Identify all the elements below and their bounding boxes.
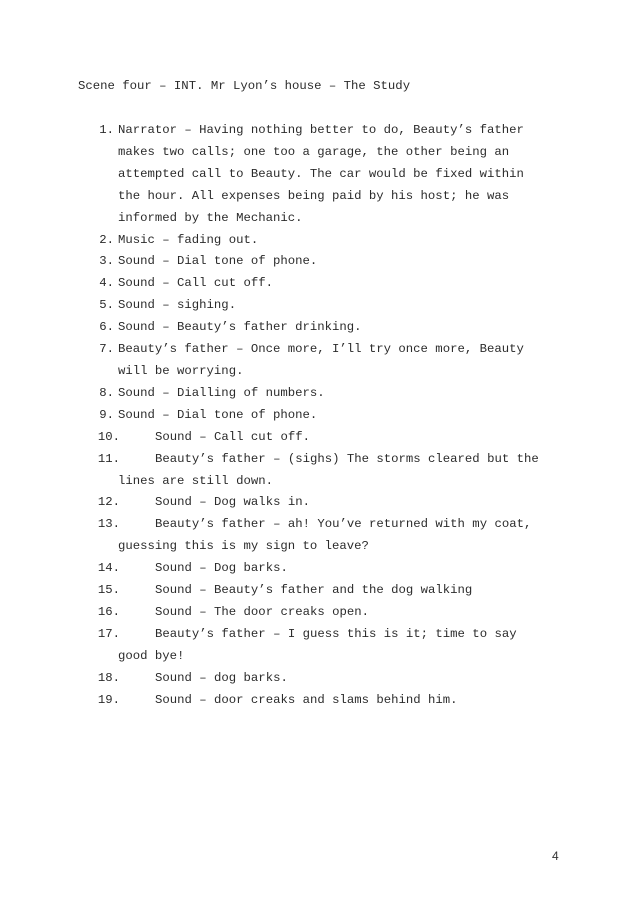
item-text-line: the hour. All expenses being paid by his host; he was (118, 188, 510, 203)
item-number: 6. (99, 320, 114, 335)
script-line-item (78, 230, 568, 252)
script-line-item (78, 295, 568, 317)
item-text-line: Sound – Dialling of numbers. (118, 385, 325, 400)
item-text-line: Sound – Beauty’s father drinking. (118, 320, 362, 335)
item-number: 4. (99, 276, 114, 291)
item-number: 16. (97, 604, 120, 619)
scene-heading: Scene four – INT. Mr Lyon’s house – The Study (78, 79, 411, 93)
script-line-item (78, 492, 568, 514)
script-line-item (78, 120, 568, 230)
item-number: 18. (97, 670, 120, 685)
item-text-line: Sound – Call cut off. (155, 429, 310, 444)
item-number: 1. (99, 123, 114, 137)
script-list (78, 120, 568, 711)
item-text-line: will be worrying. (118, 363, 244, 378)
script-line-item (78, 580, 568, 602)
item-text-line: Beauty’s father – Once more, I’ll try once more, Beauty (118, 342, 524, 357)
item-number: 19. (97, 692, 120, 707)
script-line-item (78, 251, 568, 273)
item-text-line: guessing this is my sign to leave? (118, 539, 369, 554)
item-text-line: informed by the Mechanic. (118, 210, 303, 225)
item-number: 2. (99, 232, 114, 247)
item-text-line: Beauty’s father – (sighs) The storms cleared but the (155, 451, 539, 466)
script-line-item (78, 317, 568, 339)
item-text-line: Narrator – Having nothing better to do, Beauty’s father (118, 123, 524, 137)
item-number: 5. (99, 298, 114, 313)
script-line-item (78, 405, 568, 427)
item-number: 12. (97, 495, 120, 510)
item-number: 13. (97, 517, 120, 532)
item-text-line: lines are still down. (118, 473, 273, 488)
item-text-line: Sound – door creaks and slams behind him. (155, 692, 458, 707)
item-text-line: attempted call to Beauty. The car would be fixed within (118, 166, 524, 181)
script-line-item (78, 383, 568, 405)
script-line-item (78, 624, 568, 668)
item-text-line: makes two calls; one too a garage, the other being an (118, 144, 510, 159)
item-number: 9. (99, 407, 114, 422)
script-line-item (78, 558, 568, 580)
item-number: 11. (97, 451, 120, 466)
script-line-item (78, 273, 568, 295)
script-line-item (78, 690, 568, 712)
item-text-line: Music – fading out. (118, 232, 259, 247)
script-line-item (78, 602, 568, 624)
item-text-line: Sound – Dog walks in. (155, 495, 310, 510)
script-line-item (78, 339, 568, 383)
item-number: 14. (97, 561, 120, 576)
item-text-line: Beauty’s father – I guess this is it; time to say (155, 626, 517, 641)
item-text-line: Sound – Dog barks. (155, 561, 288, 576)
item-text-line: Sound – Dial tone of phone. (118, 254, 318, 269)
item-text-line: Sound – dog barks. (155, 670, 288, 685)
item-text-line: Sound – sighing. (118, 298, 237, 313)
item-number: 8. (99, 385, 114, 400)
item-text-line: good bye! (118, 648, 185, 663)
item-text-line: Sound – Dial tone of phone. (118, 407, 318, 422)
item-text-line: Sound – Call cut off. (118, 276, 273, 291)
item-text-line: Sound – The door creaks open. (155, 604, 370, 619)
item-number: 10. (97, 429, 120, 444)
item-number: 17. (97, 626, 120, 641)
script-line-item (78, 514, 568, 558)
script-line-item (78, 427, 568, 449)
page-number: 4 (552, 849, 559, 863)
item-number: 7. (99, 342, 114, 357)
script-line-item (78, 449, 568, 493)
item-number: 15. (97, 583, 120, 598)
item-number: 3. (99, 254, 114, 269)
item-text-line: Sound – Beauty’s father and the dog walking (155, 583, 473, 598)
script-line-item (78, 668, 568, 690)
item-text-line: Beauty’s father – ah! You’ve returned with my coat, (155, 517, 532, 532)
